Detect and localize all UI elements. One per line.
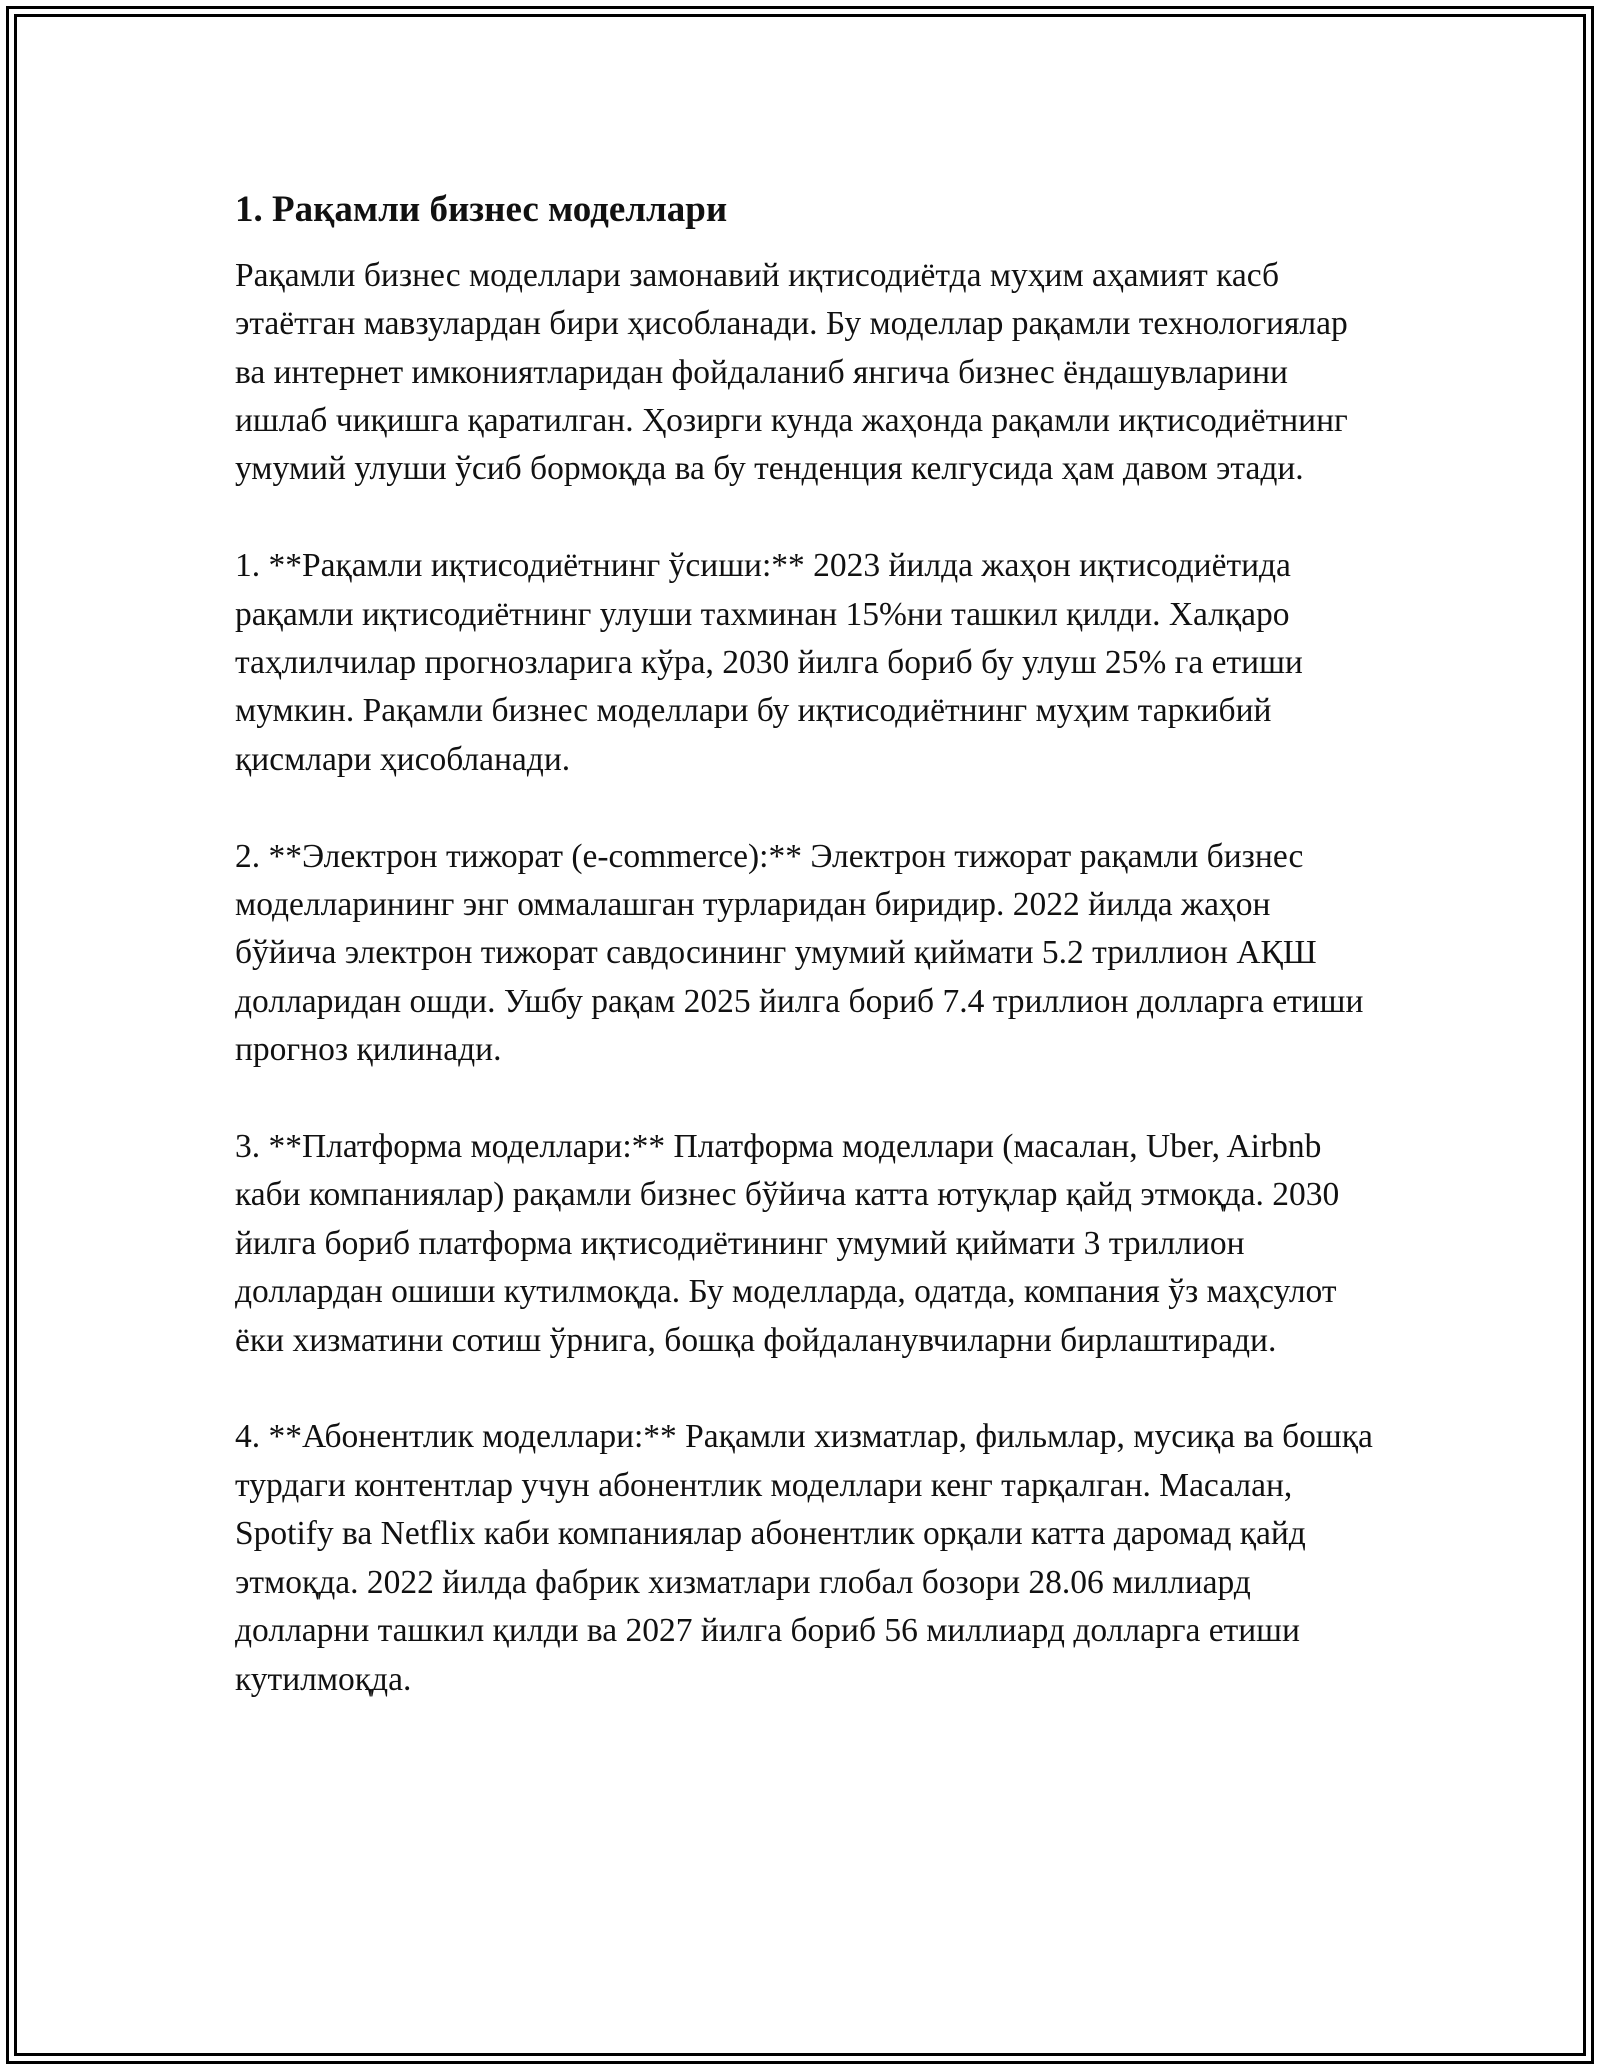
section-paragraph-platform-models: 3. **Платформа моделлари:** Платформа моделлари (масалан, Uber, Airbnb каби компаниялар) рақамли бизнес бўйича катта ютуқлар қайд этмоқда. 2030 йилга бориб платформа иқтисодиётининг умумий қиймати 3 триллион доллардан ошиши кутилмоқда. Бу моделларда, одатда, компания ўз маҳсулот ёки хизматини сотиш ўрнига, бошқа фойдаланувчиларни бирлаштиради.: [235, 1128, 1340, 1359]
document-body: [235, 184, 1375, 1704]
page-title: 1. Рақамли бизнес моделлари: [235, 189, 728, 230]
section-paragraph-e-commerce: 2. **Электрон тижорат (e-commerce):** Электрон тижорат рақамли бизнес моделларининг энг оммалашган турларидан биридир. 2022 йилда жаҳон бўйича электрон тижорат савдосининг умумий қиймати 5.2 триллион АҚШ долларидан ошди. Ушбу рақам 2025 йилга бориб 7.4 триллион долларга етиши прогноз қилинади.: [235, 837, 1364, 1069]
section-paragraph-digital-economy: 1. **Рақамли иқтисодиётнинг ўсиши:** 2023 йилда жаҳон иқтисодиётида рақамли иқтисодиётнинг улуши тахминан 15%ни ташкил қилди. Халқаро таҳлилчилар прогнозларига кўра, 2030 йилга бориб бу улуш 25% га етиши мумкин. Рақамли бизнес моделлари бу иқтисодиётнинг муҳим таркибий қисмлари ҳисобланади.: [235, 547, 1303, 778]
intro-paragraph: Рақамли бизнес моделлари замонавий иқтисодиётда муҳим аҳамият касб этаётган мавзулардан бири ҳисобланади. Бу моделлар рақамли технологиялар ва интернет имкониятларидан фойдаланиб янгича бизнес ёндашувларини ишлаб чиқишга қаратилган. Ҳозирги кунда жаҳонда рақамли иқтисодиётнинг умумий улуши ўсиб бормоқда ва бу тенденция келгусида ҳам давом этади.: [235, 256, 1348, 488]
section-paragraph-subscription-models: 4. **Абонентлик моделлари:** Рақамли хизматлар, фильмлар, мусиқа ва бошқа турдаги контентлар учун абонентлик моделлари кенг тарқалган. Масалан, Spotify ва Netflix каби компаниялар абонентлик орқали катта даромад қайд этмоқда. 2022 йилда фабрик хизматлари глобал бозори 28.06 миллиард долларни ташкил қилди ва 2027 йилга бориб 56 миллиард долларга етиши кутилмоқда.: [235, 1418, 1373, 1698]
